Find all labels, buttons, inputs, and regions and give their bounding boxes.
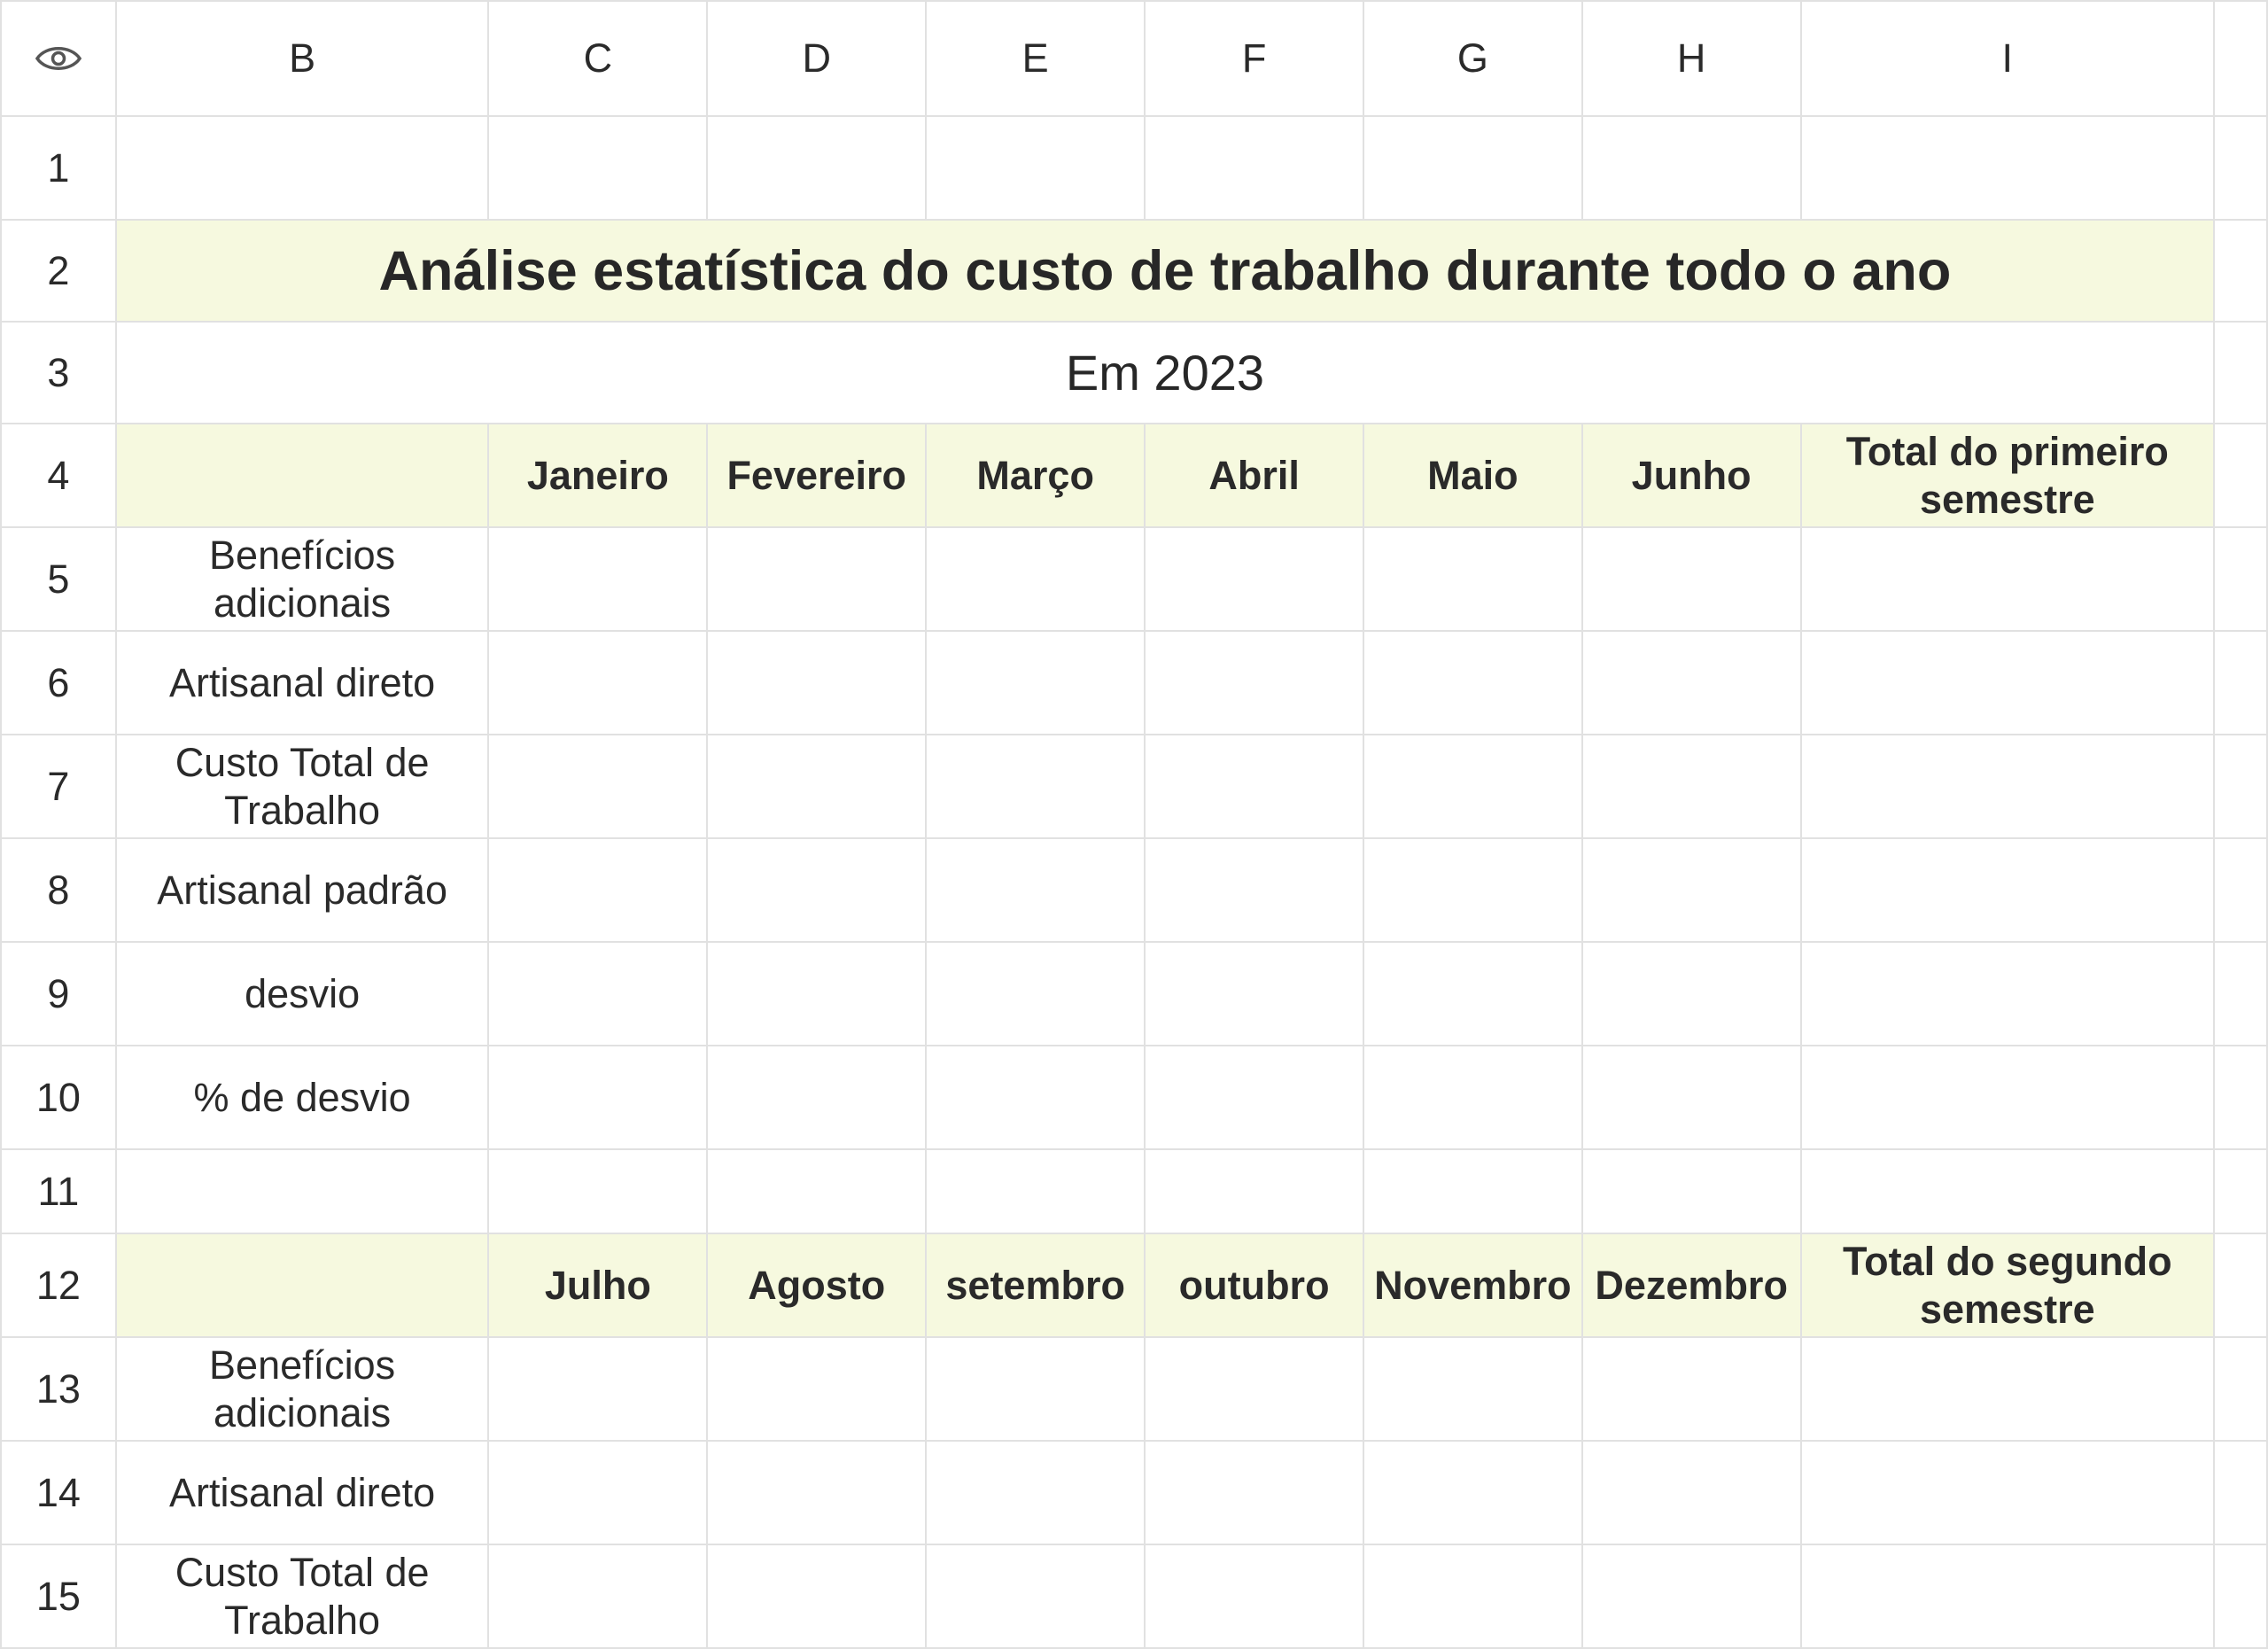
cell[interactable]	[2214, 1046, 2267, 1149]
row-13	[1, 1337, 2267, 1441]
data-cell[interactable]	[488, 1441, 707, 1544]
column-header-g[interactable]: G	[1363, 1, 1582, 116]
row-header-3[interactable]: 3	[1, 322, 116, 424]
header-month[interactable]: Junho	[1582, 424, 1801, 527]
data-cell[interactable]	[1145, 631, 1363, 735]
data-cell[interactable]	[488, 838, 707, 942]
row-14	[1, 1441, 2267, 1544]
row-header-11[interactable]: 11	[1, 1149, 116, 1233]
data-cell[interactable]	[1582, 942, 1801, 1046]
column-header-d[interactable]: D	[707, 1, 926, 116]
data-cell[interactable]	[926, 1046, 1145, 1149]
cell[interactable]	[2214, 942, 2267, 1046]
cell[interactable]	[2214, 1233, 2267, 1337]
row-header-2[interactable]: 2	[1, 220, 116, 322]
row-4	[1, 424, 2267, 527]
data-cell[interactable]	[1582, 1441, 1801, 1544]
cell[interactable]	[1801, 1149, 2215, 1233]
cell[interactable]	[2214, 1149, 2267, 1233]
column-header-row	[1, 1, 2267, 116]
header-month[interactable]: outubro	[1145, 1233, 1363, 1337]
header-month[interactable]: setembro	[926, 1233, 1145, 1337]
cell[interactable]	[116, 116, 489, 220]
cell[interactable]	[2214, 631, 2267, 735]
row-8	[1, 838, 2267, 942]
row-header-5[interactable]: 5	[1, 527, 116, 631]
data-cell[interactable]	[1801, 1046, 2215, 1149]
data-cell[interactable]	[1363, 735, 1582, 838]
row-header-12[interactable]: 12	[1, 1233, 116, 1337]
data-cell[interactable]	[1363, 631, 1582, 735]
data-cell[interactable]	[1582, 527, 1801, 631]
data-cell[interactable]	[1582, 631, 1801, 735]
data-cell[interactable]	[488, 527, 707, 631]
data-cell[interactable]	[1801, 631, 2215, 735]
cell[interactable]	[1363, 1149, 1582, 1233]
data-cell[interactable]	[1363, 942, 1582, 1046]
header-month[interactable]: Agosto	[707, 1233, 926, 1337]
row-header-14[interactable]: 14	[1, 1441, 116, 1544]
data-cell[interactable]	[1801, 735, 2215, 838]
data-cell[interactable]	[1145, 838, 1363, 942]
cell[interactable]	[488, 116, 707, 220]
data-cell[interactable]	[926, 527, 1145, 631]
select-all-corner[interactable]	[1, 1, 116, 116]
data-cell[interactable]	[1145, 735, 1363, 838]
data-cell[interactable]	[488, 942, 707, 1046]
row-label[interactable]: Artisanal padrão	[116, 838, 489, 942]
data-cell[interactable]	[1582, 1046, 1801, 1149]
data-cell[interactable]	[1145, 942, 1363, 1046]
data-cell[interactable]	[1801, 942, 2215, 1046]
row-3	[1, 322, 2267, 424]
data-cell[interactable]	[707, 631, 926, 735]
data-cell[interactable]	[1801, 1544, 2215, 1648]
cell[interactable]	[707, 116, 926, 220]
data-cell[interactable]	[1801, 838, 2215, 942]
column-header-e[interactable]: E	[926, 1, 1145, 116]
cell[interactable]	[488, 1149, 707, 1233]
header-cell-blank[interactable]	[116, 1233, 489, 1337]
header-month[interactable]: Abril	[1145, 424, 1363, 527]
row-label[interactable]: Benefícios adicionais	[116, 1337, 489, 1441]
cell[interactable]	[1582, 1149, 1801, 1233]
cell[interactable]	[1145, 116, 1363, 220]
data-cell[interactable]	[1363, 1544, 1582, 1648]
row-7	[1, 735, 2267, 838]
row-6	[1, 631, 2267, 735]
data-cell[interactable]	[488, 1544, 707, 1648]
data-cell[interactable]	[488, 631, 707, 735]
eye-icon[interactable]	[7, 43, 110, 74]
data-cell[interactable]	[1363, 1337, 1582, 1441]
cell[interactable]	[2214, 1337, 2267, 1441]
header-month[interactable]: Março	[926, 424, 1145, 527]
header-month[interactable]: Janeiro	[488, 424, 707, 527]
row-5	[1, 527, 2267, 631]
sheet-title[interactable]: Análise estatística do custo de trabalho durante todo o ano	[116, 220, 2214, 322]
row-header-4[interactable]: 4	[1, 424, 116, 527]
row-label[interactable]: desvio	[116, 942, 489, 1046]
cell[interactable]	[2214, 838, 2267, 942]
row-9	[1, 942, 2267, 1046]
cell[interactable]	[2214, 1441, 2267, 1544]
row-label[interactable]: Benefícios adicionais	[116, 527, 489, 631]
cell[interactable]	[1363, 116, 1582, 220]
data-cell[interactable]	[707, 1544, 926, 1648]
row-label[interactable]: Artisanal direto	[116, 631, 489, 735]
row-header-13[interactable]: 13	[1, 1337, 116, 1441]
row-15	[1, 1544, 2267, 1648]
cell[interactable]	[1801, 116, 2215, 220]
column-header-i[interactable]: I	[1801, 1, 2215, 116]
cell[interactable]	[2214, 735, 2267, 838]
empty-header-cell	[2214, 1, 2267, 116]
data-cell[interactable]	[707, 838, 926, 942]
data-cell[interactable]	[1582, 1544, 1801, 1648]
data-cell[interactable]	[926, 838, 1145, 942]
data-cell[interactable]	[1363, 1046, 1582, 1149]
cell[interactable]	[1145, 1149, 1363, 1233]
data-cell[interactable]	[707, 1046, 926, 1149]
data-cell[interactable]	[707, 942, 926, 1046]
data-cell[interactable]	[707, 1441, 926, 1544]
header-month[interactable]: Dezembro	[1582, 1233, 1801, 1337]
cell[interactable]	[116, 1149, 489, 1233]
data-cell[interactable]	[488, 1046, 707, 1149]
row-header-1[interactable]: 1	[1, 116, 116, 220]
cell[interactable]	[2214, 322, 2267, 424]
cell[interactable]	[1582, 116, 1801, 220]
cell[interactable]	[2214, 220, 2267, 322]
data-cell[interactable]	[1363, 1441, 1582, 1544]
header-total[interactable]: Total do segundo semestre	[1801, 1233, 2215, 1337]
data-cell[interactable]	[1363, 527, 1582, 631]
row-2	[1, 220, 2267, 322]
row-label[interactable]: Custo Total de Trabalho	[116, 735, 489, 838]
data-cell[interactable]	[1582, 1337, 1801, 1441]
column-header-h[interactable]: H	[1582, 1, 1801, 116]
row-header-6[interactable]: 6	[1, 631, 116, 735]
row-11	[1, 1149, 2267, 1233]
data-cell[interactable]	[488, 735, 707, 838]
data-cell[interactable]	[1801, 1441, 2215, 1544]
cell[interactable]	[2214, 1544, 2267, 1648]
cell[interactable]	[2214, 527, 2267, 631]
cell[interactable]	[707, 1149, 926, 1233]
header-month[interactable]: Fevereiro	[707, 424, 926, 527]
data-cell[interactable]	[707, 735, 926, 838]
cell[interactable]	[926, 1149, 1145, 1233]
row-header-7[interactable]: 7	[1, 735, 116, 838]
data-cell[interactable]	[1582, 735, 1801, 838]
column-header-b[interactable]: B	[116, 1, 489, 116]
column-header-f[interactable]: F	[1145, 1, 1363, 116]
header-month[interactable]: Julho	[488, 1233, 707, 1337]
row-1	[1, 116, 2267, 220]
row-label[interactable]: Artisanal direto	[116, 1441, 489, 1544]
data-cell[interactable]	[1145, 527, 1363, 631]
data-cell[interactable]	[1145, 1046, 1363, 1149]
column-header-c[interactable]: C	[488, 1, 707, 116]
data-cell[interactable]	[926, 631, 1145, 735]
row-12	[1, 1233, 2267, 1337]
data-cell[interactable]	[707, 1337, 926, 1441]
header-month[interactable]: Novembro	[1363, 1233, 1582, 1337]
header-month[interactable]: Maio	[1363, 424, 1582, 527]
data-cell[interactable]	[1145, 1544, 1363, 1648]
data-cell[interactable]	[926, 1337, 1145, 1441]
data-cell[interactable]	[1363, 838, 1582, 942]
cell[interactable]	[2214, 424, 2267, 527]
row-label[interactable]: % de desvio	[116, 1046, 489, 1149]
data-cell[interactable]	[926, 1544, 1145, 1648]
row-header-9[interactable]: 9	[1, 942, 116, 1046]
data-cell[interactable]	[1582, 838, 1801, 942]
header-cell-blank[interactable]	[116, 424, 489, 527]
row-header-10[interactable]: 10	[1, 1046, 116, 1149]
row-10	[1, 1046, 2267, 1149]
data-cell[interactable]	[1801, 1337, 2215, 1441]
data-cell[interactable]	[488, 1337, 707, 1441]
data-cell[interactable]	[1145, 1441, 1363, 1544]
data-cell[interactable]	[926, 735, 1145, 838]
data-cell[interactable]	[1145, 1337, 1363, 1441]
cell[interactable]	[2214, 116, 2267, 220]
row-header-8[interactable]: 8	[1, 838, 116, 942]
row-label[interactable]: Custo Total de Trabalho	[116, 1544, 489, 1648]
data-cell[interactable]	[926, 942, 1145, 1046]
sheet-subtitle[interactable]: Em 2023	[116, 322, 2214, 424]
data-cell[interactable]	[1801, 527, 2215, 631]
header-total[interactable]: Total do primeiro semestre	[1801, 424, 2215, 527]
row-header-15[interactable]: 15	[1, 1544, 116, 1648]
cell[interactable]	[926, 116, 1145, 220]
data-cell[interactable]	[926, 1441, 1145, 1544]
data-cell[interactable]	[707, 527, 926, 631]
